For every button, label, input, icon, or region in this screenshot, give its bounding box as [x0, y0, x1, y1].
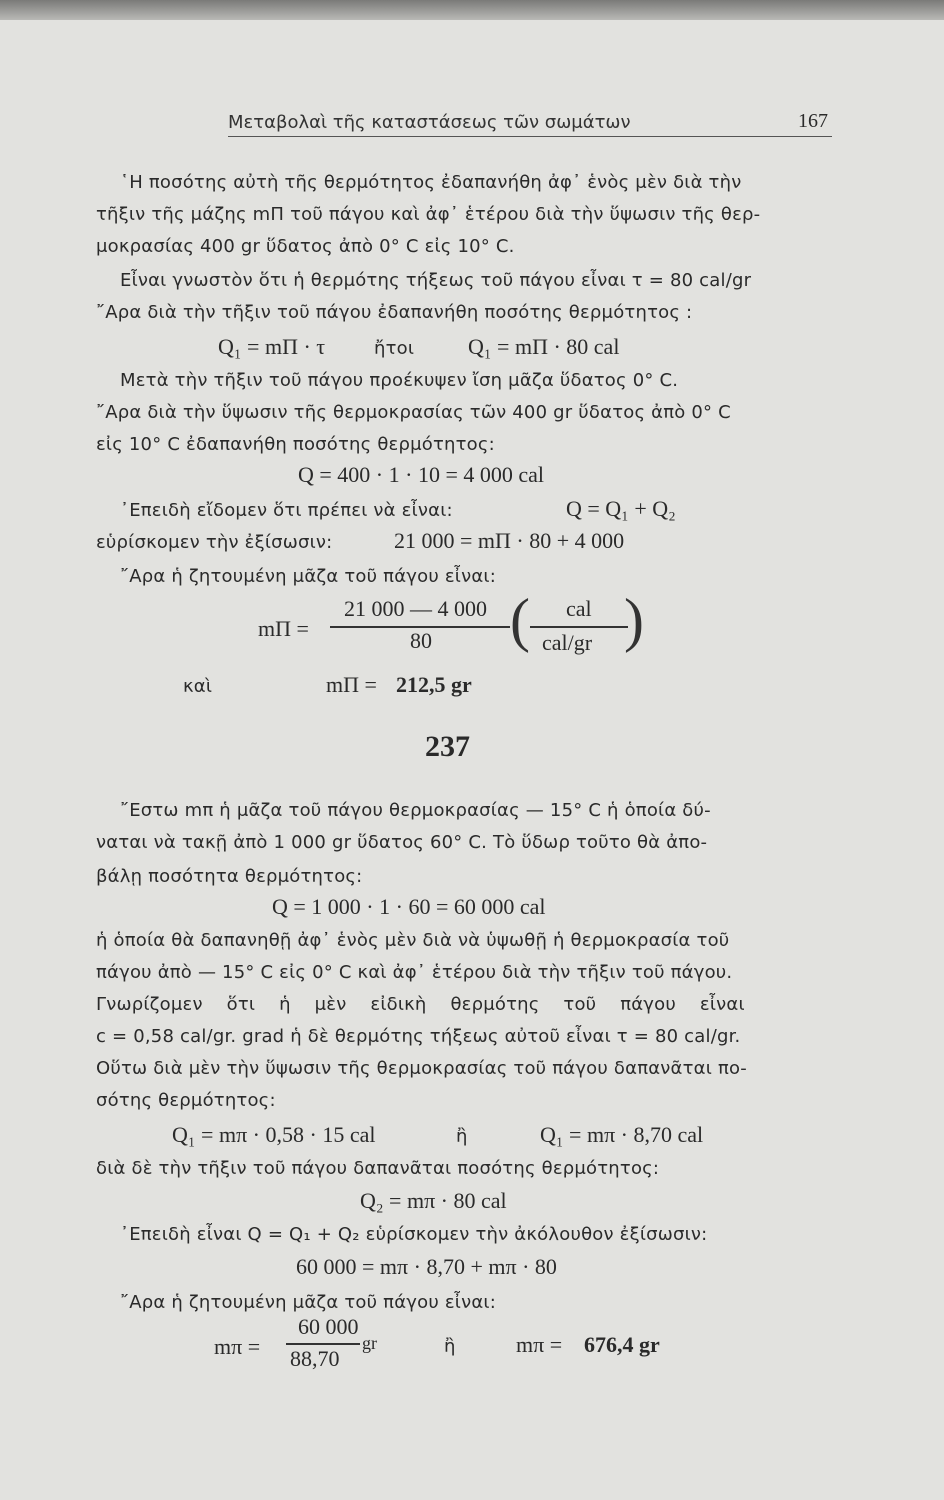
equation: Q₁ = mΠ · 80 cal: [468, 334, 620, 359]
equation: mΠ =: [326, 672, 377, 697]
equation: Q₁ = mπ · 8,70 cal: [540, 1122, 704, 1147]
text-line: ῎Αρα ἡ ζητουμένη μᾶζα τοῦ πάγου εἶναι:: [120, 1292, 496, 1313]
text-line: βάλῃ ποσότητα θερμότητος:: [96, 866, 363, 887]
text-line: Γνωρίζομεν ὅτι ἡ μὲν εἰδικὴ θερμότης τοῦ πάγου εἶναι: [96, 994, 745, 1015]
text-line: καὶ: [183, 676, 213, 697]
text-line: c = 0,58 cal/gr. grad ἡ δὲ θερμότης τήξεως αὐτοῦ εἶναι τ = 80 cal/gr.: [96, 1026, 741, 1047]
text-line: ᾿Επειδὴ εἴδομεν ὅτι πρέπει νὰ εἶναι:: [120, 500, 453, 521]
equation: Q₁ = mΠ · τ: [218, 334, 326, 359]
page-top-shadow: [0, 0, 944, 20]
text-line: διὰ δὲ τὴν τῆξιν τοῦ πάγου δαπανᾶται ποσότης θερμότητος:: [96, 1158, 660, 1179]
fraction-bar: [286, 1343, 360, 1345]
running-title: Μεταβολαὶ τῆς καταστάσεως τῶν σωμάτων: [228, 112, 631, 133]
text-line: ἡ ὁποία θὰ δαπανηθῇ ἀφ᾿ ἑνὸς μὲν διὰ νὰ ὑψωθῇ ἡ θερμοκρασία τοῦ: [96, 930, 730, 951]
equation: mπ =: [516, 1332, 563, 1357]
equation: Q₂ = mπ · 80 cal: [360, 1188, 507, 1213]
equation: Q = 1 000 · 1 · 60 = 60 000 cal: [272, 894, 546, 919]
fraction-lhs: mΠ =: [258, 616, 309, 641]
section-number: 237: [425, 730, 470, 763]
unit-label: gr: [362, 1333, 377, 1353]
text-line: ᾿Επειδὴ εἶναι Q = Q₁ + Q₂ εὑρίσκομεν τὴν ἀκόλουθον ἐξίσωσιν:: [120, 1224, 708, 1245]
text-line: ῎Αρα διὰ τὴν ὕψωσιν τῆς θερμοκρασίας τῶν 400 gr ὕδατος ἀπὸ 0° C: [96, 402, 731, 423]
fraction-lhs: mπ =: [214, 1334, 261, 1359]
text-line: εὑρίσκομεν τὴν ἐξίσωσιν:: [96, 532, 333, 553]
running-header: [228, 100, 832, 137]
text-line: Μετὰ τὴν τῆξιν τοῦ πάγου προέκυψεν ἴση μᾶζα ὕδατος 0° C.: [120, 370, 679, 391]
text-line: ῾Η ποσότης αὐτὴ τῆς θερμότητος ἐδαπανήθη ἀφ᾿ ἑνὸς μὲν διὰ τὴν: [120, 172, 742, 193]
equation: 60 000 = mπ · 8,70 + mπ · 80: [296, 1254, 557, 1279]
text-line: μοκρασίας 400 gr ὕδατος ἀπὸ 0° C εἰς 10° C.: [96, 236, 515, 257]
equation: Q₁ = mπ · 0,58 · 15 cal: [172, 1122, 376, 1147]
text-line: ῎Εστω mπ ἡ μᾶζα τοῦ πάγου θερμοκρασίας — 15° C ἡ ὁποία δύ-: [120, 800, 711, 821]
equation: Q = 400 · 1 · 10 = 4 000 cal: [298, 462, 544, 487]
result-value: 676,4 gr: [584, 1332, 660, 1357]
unit-fraction-bar: [530, 626, 628, 628]
fraction-denominator: 80: [410, 628, 432, 653]
equation: 21 000 = mΠ · 80 + 4 000: [394, 528, 625, 553]
equation: Q = Q₁ + Q₂: [566, 496, 676, 521]
text-line: ναται νὰ τακῇ ἀπὸ 1 000 gr ὕδατος 60° C. Τὸ ὕδωρ τοῦτο θὰ ἀπο-: [96, 832, 708, 853]
right-parenthesis: ): [624, 587, 644, 653]
text-line: ῎Αρα διὰ τὴν τῆξιν τοῦ πάγου ἐδαπανήθη ποσότης θερμότητος :: [96, 302, 693, 323]
fraction-denominator: 88,70: [290, 1346, 340, 1371]
fraction-numerator: 60 000: [298, 1314, 359, 1339]
left-parenthesis: (: [510, 587, 530, 653]
text-line: Εἶναι γνωστὸν ὅτι ἡ θερμότης τήξεως τοῦ πάγου εἶναι τ = 80 cal/gr: [120, 270, 752, 291]
text-line: ἢ: [456, 1126, 468, 1147]
text-line: ἤτοι: [374, 338, 415, 359]
unit-numerator: cal: [566, 596, 592, 621]
text-line: ῎Αρα ἡ ζητουμένη μᾶζα τοῦ πάγου εἶναι:: [120, 566, 496, 587]
text-line: Οὕτω διὰ μὲν τὴν ὕψωσιν τῆς θερμοκρασίας τοῦ πάγου δαπανᾶται πο-: [96, 1058, 747, 1079]
text-line: σότης θερμότητος:: [96, 1090, 276, 1111]
text-line: τῆξιν τῆς μάζης mΠ τοῦ πάγου καὶ ἀφ᾿ ἑτέρου διὰ τὴν ὕψωσιν τῆς θερ-: [96, 204, 761, 225]
text-line: ἢ: [444, 1336, 456, 1357]
text-line: πάγου ἀπὸ — 15° C εἰς 0° C καὶ ἀφ᾿ ἑτέρου διὰ τὴν τῆξιν τοῦ πάγου.: [96, 962, 733, 983]
unit-denominator: cal/gr: [542, 630, 593, 655]
text-line: εἰς 10° C ἐδαπανήθη ποσότης θερμότητος:: [96, 434, 495, 455]
page-number: 167: [798, 110, 828, 132]
fraction-numerator: 21 000 — 4 000: [344, 596, 487, 621]
result-value: 212,5 gr: [396, 672, 472, 697]
